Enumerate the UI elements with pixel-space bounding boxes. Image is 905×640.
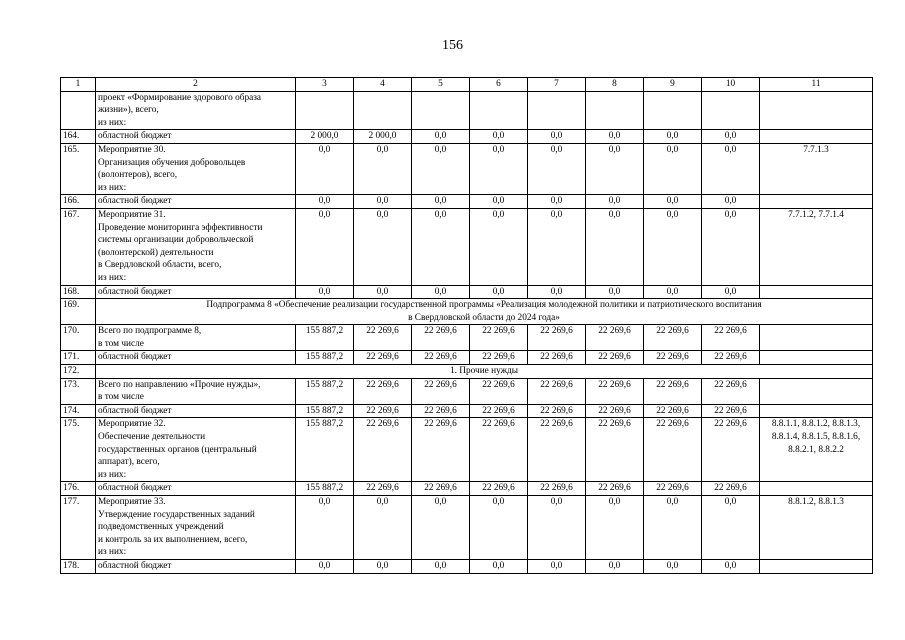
description-line: Утверждение государственных заданий	[98, 509, 255, 520]
description-line: областной бюджет	[98, 131, 172, 142]
row-number: 177.	[61, 496, 96, 560]
amount-cell: 22 269,6	[354, 418, 412, 482]
target-ref-line: 8.8.1.2, 8.8.1.3	[788, 497, 844, 507]
target-refs	[760, 351, 873, 365]
column-header: 7	[528, 78, 586, 92]
row-number: 178.	[61, 559, 96, 573]
row-number: 172.	[61, 365, 96, 379]
description-line: жизни»), всего,	[98, 105, 159, 116]
row-number: 168.	[61, 285, 96, 299]
amount-cell: 2 000,0	[354, 130, 412, 144]
amount-cell: 22 269,6	[586, 351, 644, 365]
description-line: Мероприятие 30.	[98, 144, 166, 155]
section-heading-line: в Свердловской области до 2024 года»	[408, 312, 560, 323]
amount-cell: 0,0	[354, 285, 412, 299]
row-number: 167.	[61, 208, 96, 285]
amount-cell: 0,0	[644, 496, 702, 560]
description-line: Проведение мониторинга эффективности	[98, 222, 263, 233]
amount-cell: 0,0	[412, 130, 470, 144]
amount-cell: 22 269,6	[354, 404, 412, 418]
amount-cell: 22 269,6	[644, 378, 702, 404]
target-ref-line: 8.8.1.4, 8.8.1.5, 8.8.1.6,	[771, 432, 861, 443]
amount-cell: 0,0	[412, 143, 470, 194]
amount-cell: 0,0	[470, 559, 528, 573]
amount-cell: 0,0	[586, 208, 644, 285]
description-line: Организация обучения добровольцев	[98, 157, 246, 168]
row-number: 174.	[61, 404, 96, 418]
target-refs	[760, 285, 873, 299]
amount-cell: 22 269,6	[702, 378, 760, 404]
amount-cell: 0,0	[528, 496, 586, 560]
amount-cell: 155 887,2	[296, 418, 354, 482]
section-heading-line: 1. Прочие нужды	[449, 366, 519, 377]
description-line: Всего по направлению «Прочие нужды»,	[98, 379, 261, 390]
description-line: областной бюджет	[98, 560, 172, 571]
row-number: 173.	[61, 378, 96, 404]
amount-cell	[354, 91, 412, 130]
row-description	[96, 130, 296, 144]
amount-cell: 22 269,6	[528, 404, 586, 418]
row-description	[96, 143, 296, 194]
description-line: из них:	[98, 547, 127, 558]
description-line: областной бюджет	[98, 483, 172, 494]
target-refs	[760, 418, 873, 482]
column-header: 4	[354, 78, 412, 92]
description-line: системы организации добровольческой	[98, 235, 254, 246]
amount-cell: 22 269,6	[470, 325, 528, 351]
row-description	[96, 351, 296, 365]
amount-cell: 0,0	[470, 285, 528, 299]
target-ref-line: 7.7.1.2, 7.7.1.4	[788, 209, 844, 220]
amount-cell: 0,0	[354, 559, 412, 573]
amount-cell: 22 269,6	[644, 404, 702, 418]
amount-cell: 22 269,6	[586, 325, 644, 351]
amount-cell: 0,0	[586, 285, 644, 299]
description-line: (волонтеров), всего,	[98, 170, 178, 181]
amount-cell: 22 269,6	[644, 418, 702, 482]
amount-cell: 22 269,6	[528, 482, 586, 496]
row-number	[61, 91, 96, 130]
amount-cell: 22 269,6	[644, 325, 702, 351]
amount-cell: 0,0	[470, 496, 528, 560]
row-number: 166.	[61, 195, 96, 209]
amount-cell: 155 887,2	[296, 404, 354, 418]
target-refs	[760, 325, 873, 351]
row-description	[96, 404, 296, 418]
amount-cell: 22 269,6	[702, 351, 760, 365]
amount-cell	[296, 91, 354, 130]
target-ref-line: 8.8.1.1, 8.8.1.2, 8.8.1.3,	[771, 419, 861, 430]
amount-cell: 0,0	[702, 496, 760, 560]
amount-cell: 22 269,6	[354, 378, 412, 404]
table-row	[61, 143, 873, 194]
amount-cell: 0,0	[644, 285, 702, 299]
description-line: областной бюджет	[98, 286, 172, 297]
amount-cell: 22 269,6	[702, 418, 760, 482]
budget-table	[60, 77, 873, 574]
target-refs	[760, 559, 873, 573]
table-row	[61, 496, 873, 560]
amount-cell: 0,0	[644, 143, 702, 194]
amount-cell: 22 269,6	[470, 378, 528, 404]
row-number: 164.	[61, 130, 96, 144]
amount-cell: 22 269,6	[354, 351, 412, 365]
description-line: Обеспечение деятельности	[98, 432, 206, 443]
description-line: в том числе	[98, 392, 144, 403]
amount-cell: 0,0	[412, 208, 470, 285]
amount-cell: 22 269,6	[586, 482, 644, 496]
target-refs	[760, 404, 873, 418]
table-row	[61, 482, 873, 496]
table-row	[61, 404, 873, 418]
description-line: аппарат), всего,	[98, 457, 160, 468]
target-refs	[760, 482, 873, 496]
row-number: 165.	[61, 143, 96, 194]
amount-cell: 0,0	[412, 559, 470, 573]
amount-cell: 22 269,6	[412, 351, 470, 365]
table-row	[61, 418, 873, 482]
amount-cell: 0,0	[354, 496, 412, 560]
amount-cell: 0,0	[702, 143, 760, 194]
row-description	[96, 482, 296, 496]
amount-cell: 0,0	[644, 195, 702, 209]
row-number: 170.	[61, 325, 96, 351]
amount-cell: 0,0	[296, 195, 354, 209]
amount-cell: 0,0	[470, 208, 528, 285]
description-line: подведомственных учреждений	[98, 522, 224, 533]
column-header: 9	[644, 78, 702, 92]
row-number: 169.	[61, 299, 96, 325]
column-header: 5	[412, 78, 470, 92]
amount-cell: 22 269,6	[470, 351, 528, 365]
table-row	[61, 365, 873, 379]
description-line: Мероприятие 31.	[98, 209, 166, 220]
table-row	[61, 91, 873, 130]
amount-cell: 0,0	[354, 208, 412, 285]
amount-cell: 22 269,6	[644, 482, 702, 496]
amount-cell: 0,0	[412, 195, 470, 209]
target-ref-line: 8.8.2.1, 8.8.2.2	[788, 444, 844, 455]
column-header: 2	[96, 78, 296, 92]
amount-cell: 22 269,6	[586, 378, 644, 404]
amount-cell: 0,0	[470, 195, 528, 209]
amount-cell	[470, 91, 528, 130]
description-line: и контроль за их выполнением, всего,	[98, 534, 248, 545]
description-line: в Свердловской области, всего,	[98, 260, 222, 271]
section-heading	[96, 365, 873, 379]
row-description	[96, 91, 296, 130]
amount-cell: 22 269,6	[470, 482, 528, 496]
section-heading-line: Подпрограмма 8 «Обеспечение реализации государственной программы «Реализация молодежной политики и патриотического воспитания	[206, 300, 762, 311]
row-number: 171.	[61, 351, 96, 365]
amount-cell: 0,0	[470, 143, 528, 194]
column-header: 6	[470, 78, 528, 92]
amount-cell: 0,0	[528, 195, 586, 209]
amount-cell: 22 269,6	[412, 325, 470, 351]
amount-cell: 0,0	[412, 496, 470, 560]
amount-cell: 0,0	[354, 195, 412, 209]
table-header-row	[61, 78, 873, 92]
description-line: Мероприятие 33.	[98, 497, 166, 507]
column-header: 1	[61, 78, 96, 92]
amount-cell: 0,0	[528, 143, 586, 194]
amount-cell: 0,0	[528, 285, 586, 299]
row-number: 175.	[61, 418, 96, 482]
description-line: из них:	[98, 272, 127, 283]
amount-cell: 0,0	[470, 130, 528, 144]
row-description	[96, 195, 296, 209]
amount-cell: 22 269,6	[470, 404, 528, 418]
amount-cell	[412, 91, 470, 130]
description-line: из них:	[98, 182, 127, 193]
target-refs	[760, 378, 873, 404]
table-row	[61, 299, 873, 325]
amount-cell: 0,0	[702, 208, 760, 285]
amount-cell: 0,0	[702, 559, 760, 573]
description-line: областной бюджет	[98, 405, 172, 416]
column-header: 3	[296, 78, 354, 92]
description-line: государственных органов (центральный	[98, 444, 257, 455]
amount-cell: 22 269,6	[702, 325, 760, 351]
column-header: 11	[760, 78, 873, 92]
amount-cell: 0,0	[528, 130, 586, 144]
amount-cell	[644, 91, 702, 130]
amount-cell: 155 887,2	[296, 325, 354, 351]
target-ref-line: 7.7.1.3	[803, 144, 829, 155]
amount-cell: 0,0	[528, 559, 586, 573]
amount-cell: 0,0	[702, 130, 760, 144]
amount-cell: 0,0	[702, 285, 760, 299]
amount-cell	[702, 91, 760, 130]
amount-cell: 22 269,6	[412, 482, 470, 496]
amount-cell: 22 269,6	[528, 378, 586, 404]
table-row	[61, 208, 873, 285]
target-refs	[760, 143, 873, 194]
description-line: в том числе	[98, 338, 144, 349]
table-row	[61, 285, 873, 299]
amount-cell: 0,0	[586, 130, 644, 144]
row-description	[96, 208, 296, 285]
target-refs	[760, 496, 873, 560]
row-number: 176.	[61, 482, 96, 496]
amount-cell: 22 269,6	[528, 351, 586, 365]
description-line: проект «Формирование здорового образа	[98, 92, 262, 103]
description-line: Всего по подпрограмме 8,	[98, 326, 202, 337]
table-row	[61, 130, 873, 144]
amount-cell: 0,0	[354, 143, 412, 194]
description-line: областной бюджет	[98, 352, 172, 363]
row-description	[96, 378, 296, 404]
amount-cell: 0,0	[702, 195, 760, 209]
table-row	[61, 325, 873, 351]
amount-cell: 155 887,2	[296, 378, 354, 404]
amount-cell: 22 269,6	[412, 378, 470, 404]
amount-cell: 0,0	[296, 559, 354, 573]
target-refs	[760, 130, 873, 144]
amount-cell: 0,0	[296, 496, 354, 560]
amount-cell: 22 269,6	[586, 418, 644, 482]
description-line: Мероприятие 32.	[98, 419, 166, 430]
amount-cell: 0,0	[644, 208, 702, 285]
row-description	[96, 418, 296, 482]
amount-cell: 22 269,6	[586, 404, 644, 418]
amount-cell: 0,0	[586, 496, 644, 560]
column-header: 8	[586, 78, 644, 92]
amount-cell: 22 269,6	[528, 325, 586, 351]
table-row	[61, 195, 873, 209]
target-refs	[760, 195, 873, 209]
amount-cell: 155 887,2	[296, 351, 354, 365]
description-line: областной бюджет	[98, 196, 172, 207]
amount-cell: 0,0	[644, 130, 702, 144]
amount-cell: 22 269,6	[528, 418, 586, 482]
amount-cell: 0,0	[586, 195, 644, 209]
amount-cell: 0,0	[296, 208, 354, 285]
table-row	[61, 378, 873, 404]
target-refs	[760, 208, 873, 285]
amount-cell: 0,0	[412, 285, 470, 299]
page-number: 156	[442, 38, 463, 53]
amount-cell: 22 269,6	[470, 418, 528, 482]
amount-cell: 155 887,2	[296, 482, 354, 496]
table-row	[61, 351, 873, 365]
target-refs	[760, 91, 873, 130]
amount-cell: 22 269,6	[412, 418, 470, 482]
row-description	[96, 496, 296, 560]
amount-cell: 0,0	[296, 285, 354, 299]
amount-cell	[586, 91, 644, 130]
description-line: из них:	[98, 469, 127, 480]
amount-cell: 22 269,6	[354, 482, 412, 496]
table-row	[61, 559, 873, 573]
amount-cell: 22 269,6	[702, 482, 760, 496]
amount-cell: 0,0	[528, 208, 586, 285]
row-description	[96, 285, 296, 299]
description-line: из них:	[98, 117, 127, 128]
row-description	[96, 325, 296, 351]
amount-cell	[528, 91, 586, 130]
amount-cell: 0,0	[586, 559, 644, 573]
description-line: (волонтерской) деятельности	[98, 247, 214, 258]
amount-cell: 0,0	[644, 559, 702, 573]
section-heading	[96, 299, 873, 325]
amount-cell: 22 269,6	[412, 404, 470, 418]
amount-cell: 22 269,6	[644, 351, 702, 365]
amount-cell: 22 269,6	[354, 325, 412, 351]
column-header: 10	[702, 78, 760, 92]
amount-cell: 2 000,0	[296, 130, 354, 144]
amount-cell: 0,0	[296, 143, 354, 194]
amount-cell: 22 269,6	[702, 404, 760, 418]
row-description	[96, 559, 296, 573]
amount-cell: 0,0	[586, 143, 644, 194]
